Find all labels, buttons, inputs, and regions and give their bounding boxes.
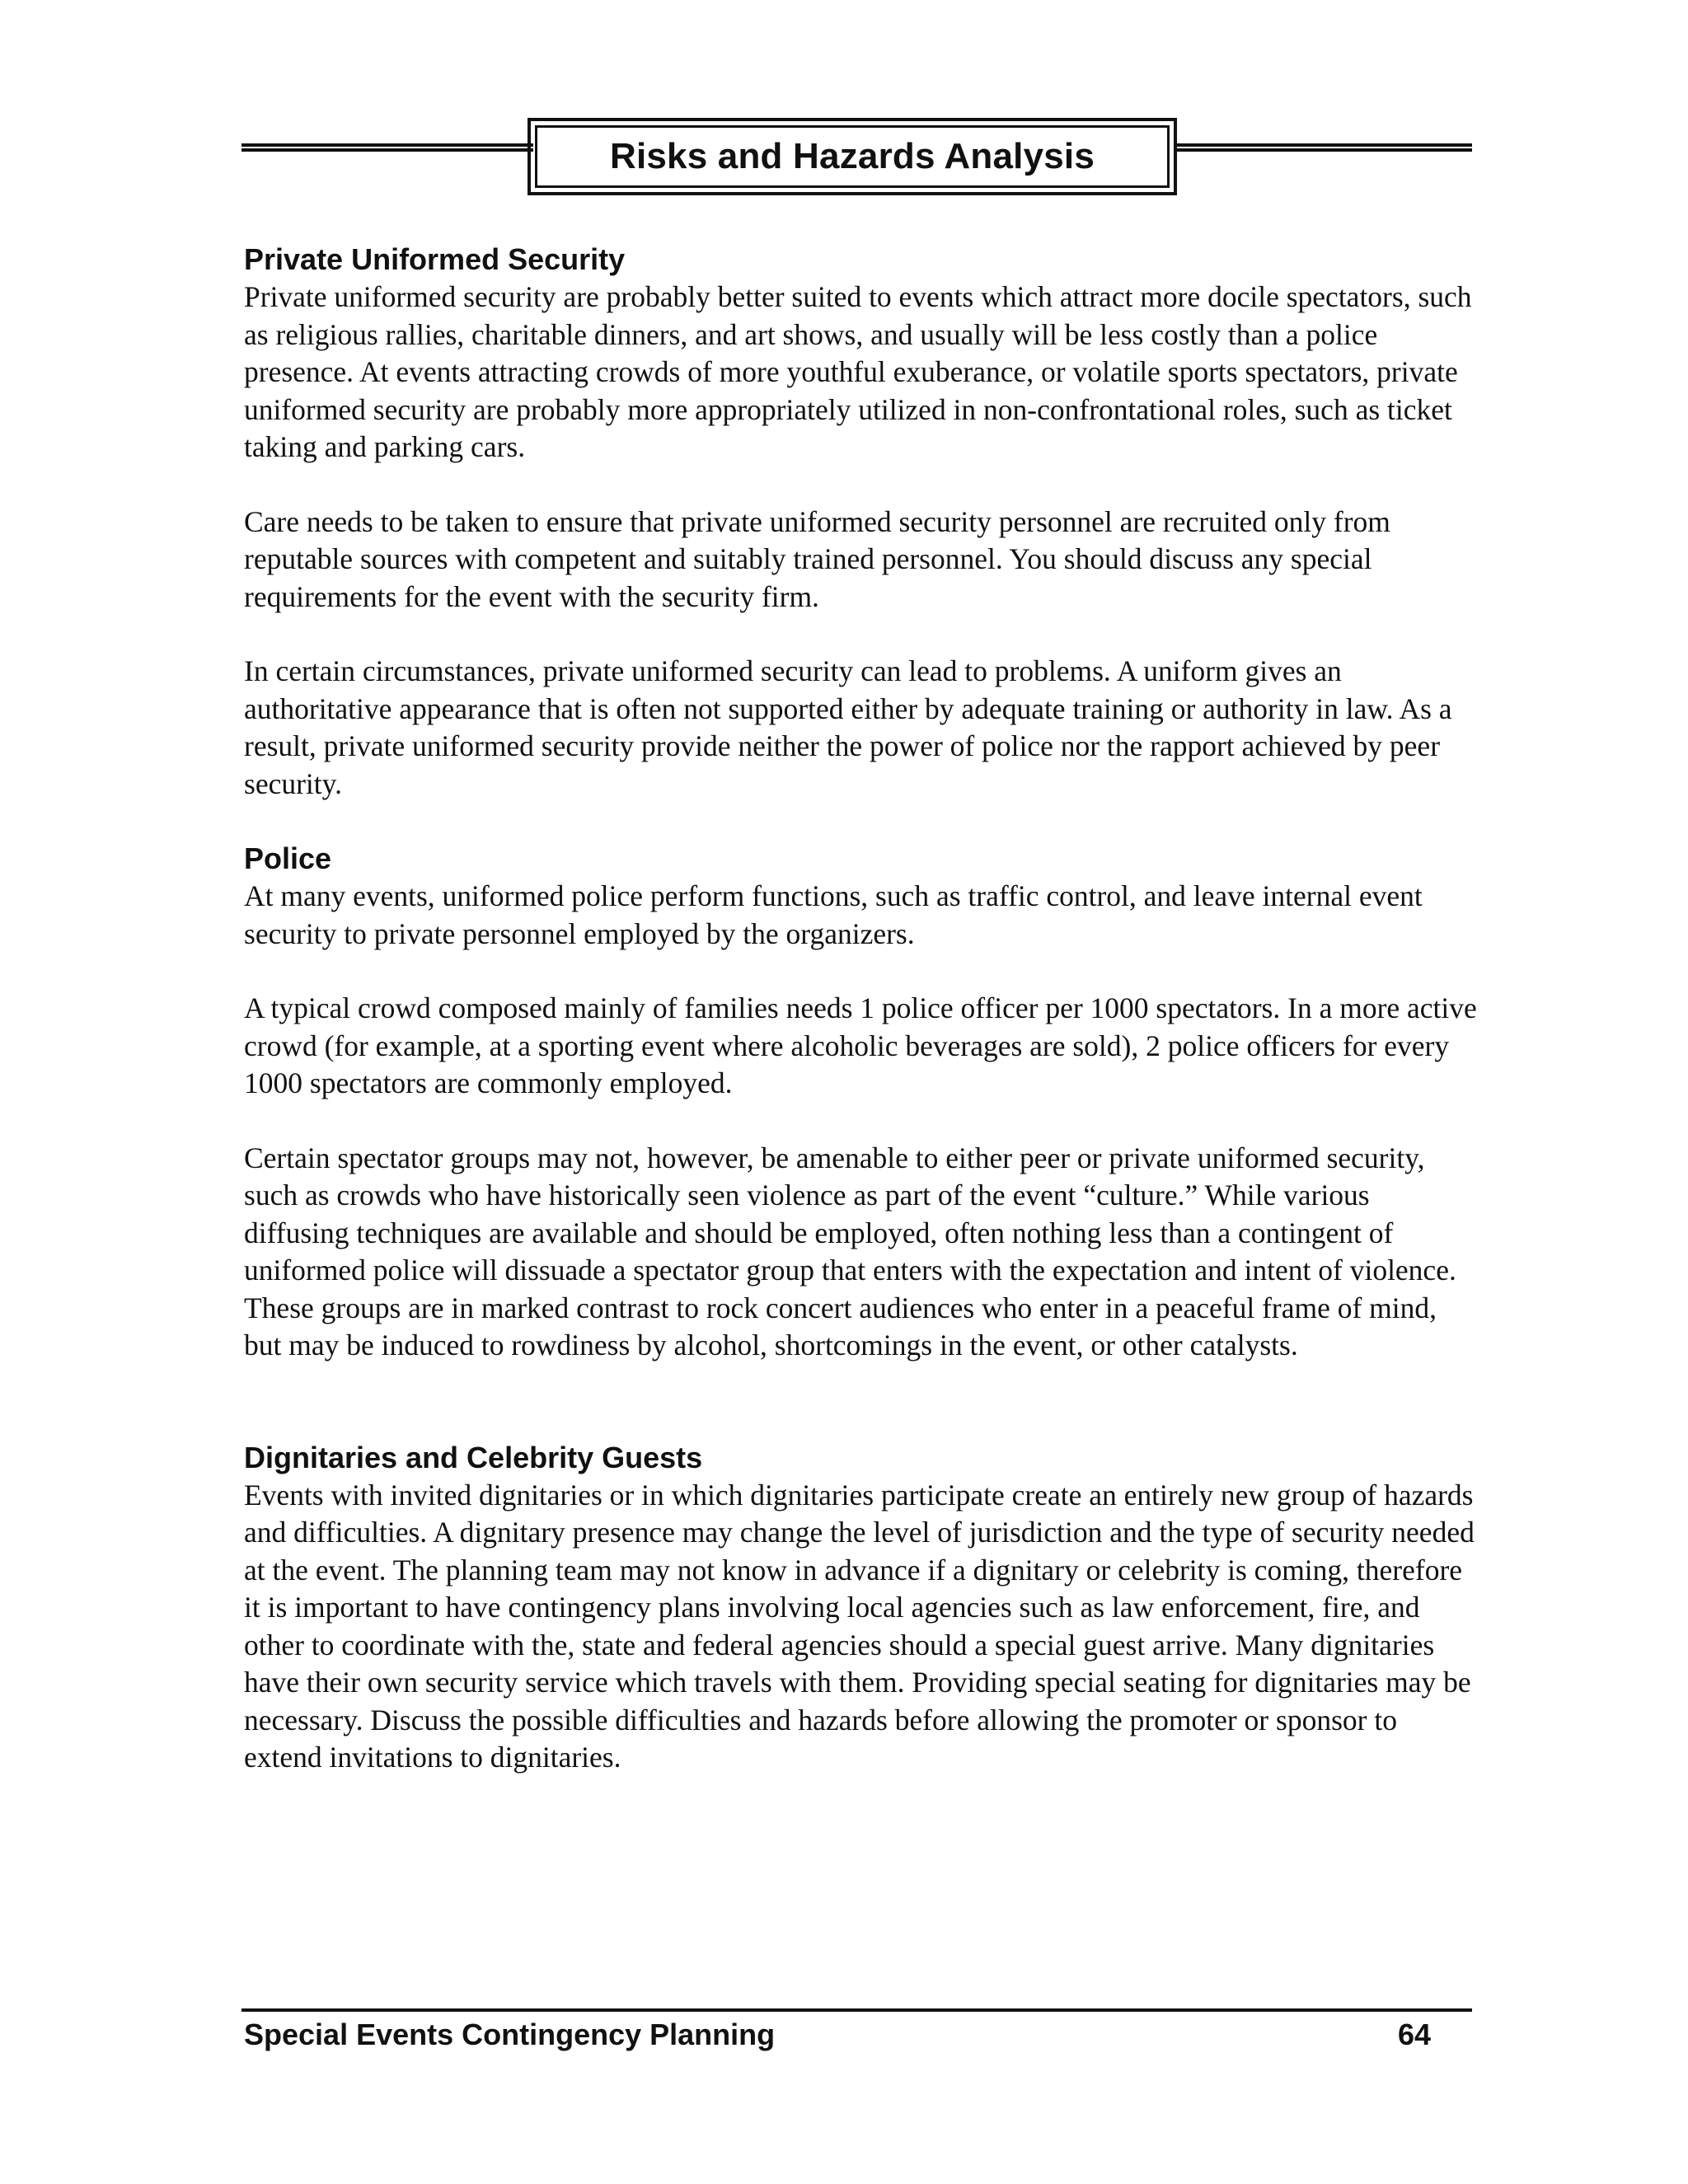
page-title: Risks and Hazards Analysis	[535, 125, 1170, 188]
paragraph: At many events, uniformed police perform functions, such as traffic control, and leave internal event security to private personnel employed by the organizers.	[244, 879, 1423, 950]
footer-title: Special Events Contingency Planning	[244, 2018, 776, 2051]
footer-rule	[241, 2008, 1472, 2012]
paragraph: In certain circumstances, private uniformed security can lead to problems. A uniform gives an authoritative appearance that is often not supported either by adequate training or authority in law. As a result, private uniformed security provide neither the power of police nor the rapport achieved by peer security.	[244, 654, 1452, 800]
main-content	[244, 241, 1477, 1777]
paragraph: Events with invited dignitaries or in which dignitaries participate create an entirely new group of hazards and difficulties. A dignitary presence may change the level of jurisdiction and the type of security needed at the event. The planning team may not know in advance if a dignitary or celebrity is coming, therefore it is important to have contingency plans involving local agencies such as law enforcement, fire, and other to coordinate with the, state and federal agencies should a special guest arrive. Many dignitaries have their own security service which travels with them. Providing special seating for dignitaries may be necessary. Discuss the possible difficulties and hazards before allowing the promoter or sponsor to extend invitations to dignitaries.	[244, 1478, 1475, 1774]
paragraph: Certain spectator groups may not, however, be amenable to either peer or private uniformed security, such as crowds who have historically seen violence as part of the event “culture.” While various diffusing techniques are available and should be employed, often nothing less than a contingent of uniformed police will dissuade a spectator group that enters with the expectation and intent of violence. These groups are in marked contrast to rock concert audiences who enter in a peaceful frame of mind, but may be induced to rowdiness by alcohol, shortcomings in the event, or other catalysts.	[244, 1141, 1456, 1361]
paragraph: Private uniformed security are probably better suited to events which attract more docile spectators, such as religious rallies, charitable dinners, and art shows, and usually will be less costly than a police presence. At events attracting crowds of more youthful exuberance, or volatile sports spectators, private uniformed security are probably more appropriately utilized in non-confrontational roles, such as ticket taking and parking cars.	[244, 280, 1472, 463]
paragraph: Care needs to be taken to ensure that private uniformed security personnel are recruited only from reputable sources with competent and suitably trained personnel. You should discuss any special requirements for the event with the security firm.	[244, 504, 1390, 613]
header-rule-right	[1177, 143, 1472, 152]
title-box	[528, 118, 1177, 195]
section-heading-police: Police	[244, 841, 332, 875]
page-number: 64	[1397, 2018, 1431, 2051]
section-heading-dignitaries: Dignitaries and Celebrity Guests	[244, 1440, 703, 1474]
header-rule-left	[241, 143, 533, 152]
section-heading-private-security: Private Uniformed Security	[244, 242, 626, 276]
paragraph: A typical crowd composed mainly of families needs 1 police officer per 1000 spectators. In a more active crowd (for example, at a sporting event where alcoholic beverages are sold), 2 police officers for every 1000 spectators are commonly employed.	[244, 991, 1477, 1099]
